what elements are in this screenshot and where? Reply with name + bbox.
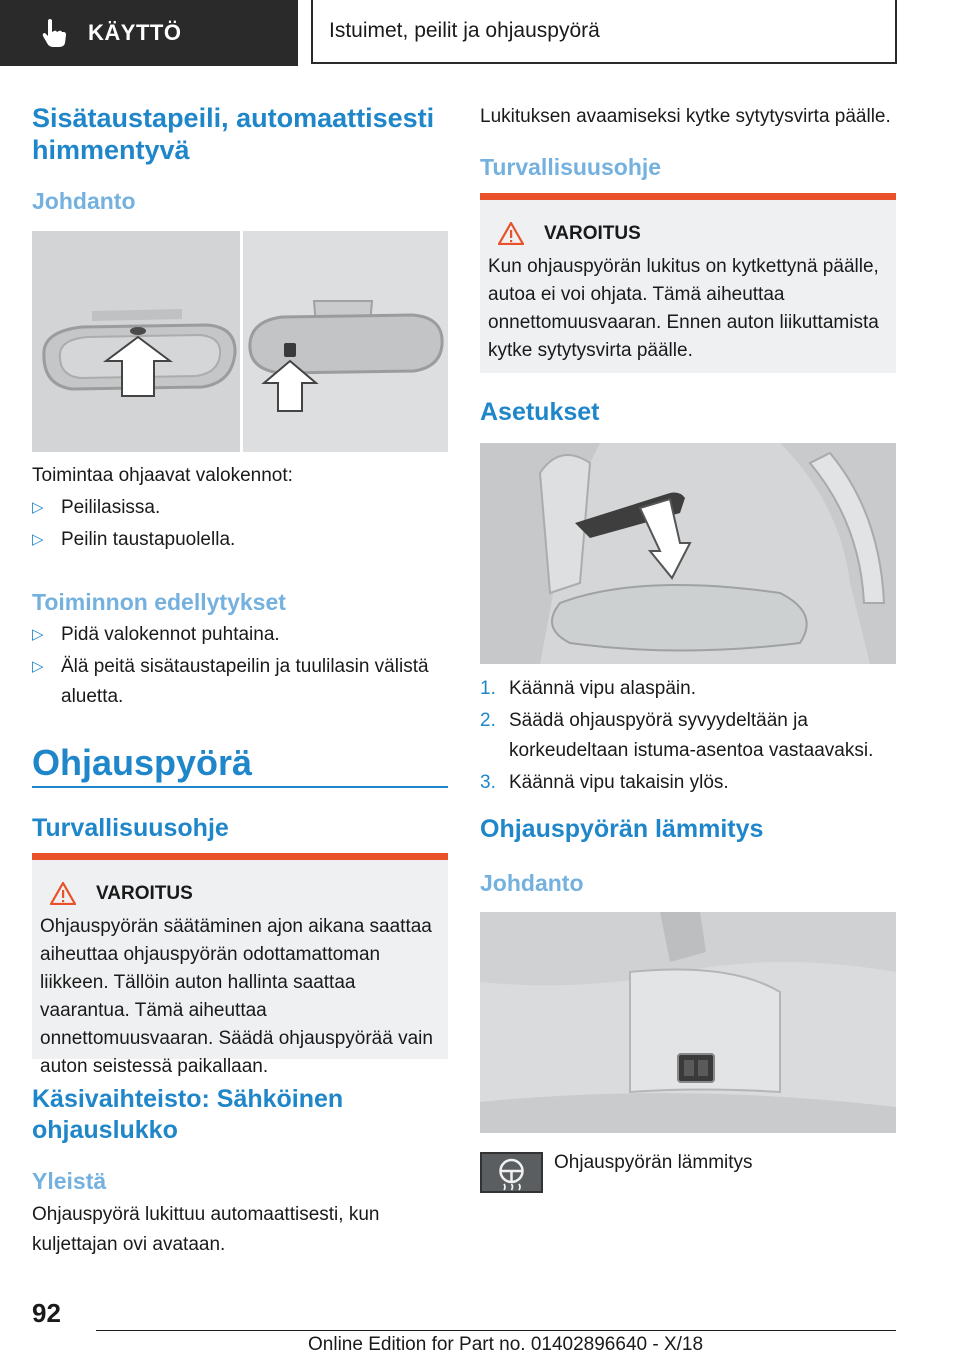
hand-pointer-icon xyxy=(38,16,72,50)
sensors-text: Toimintaa ohjaavat valokennot: xyxy=(32,465,293,486)
chapter-title: Istuimet, peilit ja ohjauspyörä xyxy=(329,19,600,42)
general-heading: Yleistä xyxy=(32,1168,107,1194)
heating-button-image xyxy=(480,912,896,1133)
warning-title: VAROITUS xyxy=(544,222,641,244)
section-title: KÄYTTÖ xyxy=(88,20,182,45)
warning-body: Kun ohjauspyörän lukitus on kytkettynä päälle, autoa ei voi ohjata. Tämä aiheuttaa onnettomuusvaaran. Ennen auton liikuttamista kytke sytytysvirta päälle. xyxy=(488,256,879,361)
list-item: 3. Käännä vipu takaisin ylös. xyxy=(480,772,729,793)
warning-body: Ohjauspyörän säätäminen ajon aikana saattaa aiheuttaa ohjauspyörän odottamattoman liikkeen. Tällöin auton hallinta saattaa vaarantua. Tämä aiheuttaa onnettomuusvaaran. Säädä ohjauspyörää vain auton seistessä paikallaan. xyxy=(40,916,433,1077)
sensors-list xyxy=(32,493,448,555)
list-item: ▷ Pidä valokennot puhtaina. xyxy=(32,624,280,645)
list-item: ▷ Peililasissa. xyxy=(32,497,161,518)
heating-heading: Ohjauspyörän lämmitys xyxy=(480,815,764,843)
mirror-title: Sisätaustapeili, automaattisesti himmentyvä xyxy=(32,103,435,165)
settings-heading: Asetukset xyxy=(480,398,600,426)
section-tab xyxy=(0,0,298,66)
steering-heading: Ohjauspyörä xyxy=(32,742,253,783)
edition-text: Online Edition for Part no. 01402896640 - X/18 xyxy=(308,1334,704,1355)
list-item: ▷ Peilin taustapuolella. xyxy=(32,529,236,550)
list-item: ▷ Älä peitä sisätaustapeilin ja tuulilasin välistä aluetta. xyxy=(32,656,429,707)
mirror-sensor-image xyxy=(32,231,448,452)
warning-box-left xyxy=(32,853,448,1077)
page-number: 92 xyxy=(32,1298,61,1328)
warning-triangle-icon xyxy=(498,222,524,245)
list-item: 1. Käännä vipu alaspäin. xyxy=(480,678,696,699)
heading-rule xyxy=(32,786,448,788)
warning-triangle-icon xyxy=(50,882,76,905)
unlock-text: Lukituksen avaamiseksi kytke sytytysvirta päälle. xyxy=(480,106,891,127)
steering-lever-image xyxy=(480,443,896,664)
intro-heading: Johdanto xyxy=(32,188,136,214)
prereq-list xyxy=(32,620,448,712)
general-text: Ohjauspyörä lukittuu automaattisesti, kun kuljettajan ovi avataan. xyxy=(32,1204,380,1255)
warning-box-right xyxy=(480,193,896,373)
steering-wheel-heating-icon xyxy=(480,1152,543,1193)
prereq-heading: Toiminnon edellytykset xyxy=(32,589,286,615)
heating-label: Ohjauspyörän lämmitys xyxy=(554,1152,753,1173)
safety-heading-right: Turvallisuusohje xyxy=(480,154,662,180)
safety-heading-left: Turvallisuusohje xyxy=(32,814,229,842)
warning-title: VAROITUS xyxy=(96,882,193,904)
heating-intro-heading: Johdanto xyxy=(480,870,584,896)
steps-list xyxy=(480,674,896,798)
footer-rule xyxy=(96,1330,896,1331)
chapter-tab xyxy=(311,0,897,64)
list-item: 2. Säädä ohjauspyörä syvyydeltään ja korkeudeltaan istuma-asentoa vastaavaksi. xyxy=(480,710,874,761)
lock-heading: Käsivaihteisto: Sähköinen ohjauslukko xyxy=(32,1085,344,1144)
